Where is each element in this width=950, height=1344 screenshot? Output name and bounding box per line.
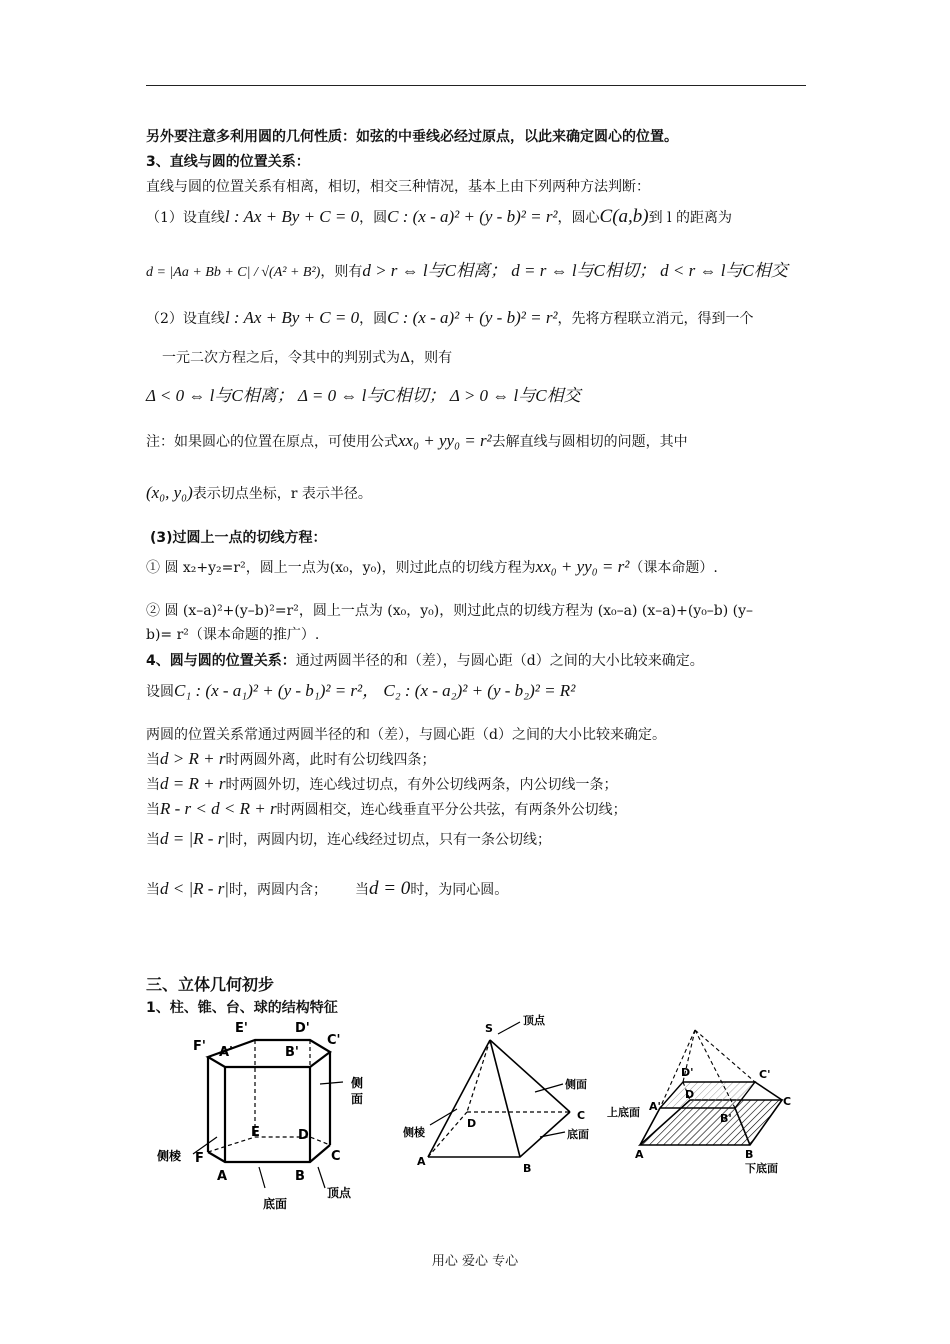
tangent-2-line1: ② 圆 (x–a)²+(y–b)²=r²，圆上一点为 (x₀，y₀)，则过此点的切线方程为 (x₀–a) (x–a)+(y₀–b) (y– <box>146 603 754 619</box>
fig1-label: E' <box>235 1021 248 1036</box>
fig3-label: D' <box>681 1066 694 1079</box>
paragraph-intro: 直线与圆的位置关系有相离，相切，相交三种情况，基本上由下列两种方法判断： <box>146 179 650 195</box>
fig1-label: B <box>295 1169 305 1184</box>
text: 时，为同心圆。 <box>410 882 509 898</box>
text: ，圆心 <box>557 210 600 226</box>
text: 注：如果圆心的位置在原点，可使用公式 <box>146 434 398 450</box>
fig3-label: C' <box>759 1068 771 1081</box>
text: 当 <box>354 882 369 898</box>
fig1-label: C <box>331 1149 341 1164</box>
relation-external-tangent <box>146 773 617 796</box>
fig3-label: B <box>745 1148 754 1161</box>
fig1-side-face: 面 <box>351 1092 364 1106</box>
fig2-base: 底面 <box>567 1128 589 1141</box>
tangent-formula: xx₀ + yy₀ = r² <box>535 557 630 576</box>
heading-circle-circle <box>146 652 704 670</box>
text: 当 <box>146 777 160 793</box>
fig2-label: C <box>577 1109 586 1122</box>
fig3-top-base: 上底面 <box>607 1106 640 1119</box>
relation-contain <box>146 876 508 903</box>
fig1-label: F <box>195 1151 204 1166</box>
fig2-side-edge: 侧棱 <box>403 1126 425 1139</box>
paragraph-circle-geometry: 另外要注意多利用圆的几何性质：如弦的中垂线必经过原点，以此来确定圆心的位置。 <box>146 129 678 145</box>
fig1-label: D <box>298 1128 309 1143</box>
fig1-label: F' <box>193 1039 206 1054</box>
fig2-label: D <box>467 1117 477 1130</box>
tangent-formula: xx₀ + yy₀ = r² <box>398 431 492 450</box>
fig1-label: A <box>217 1169 228 1184</box>
method-2-cont: 一元二次方程之后，令其中的判别式为Δ，则有 <box>162 350 453 366</box>
relation-discriminant: Δ < 0 ⇔ l与C相离； Δ = 0 ⇔ l与C相切； Δ > 0 ⇔ l与C相交 <box>146 386 581 405</box>
fig2-side-face: 侧面 <box>565 1078 587 1091</box>
fig1-label: C' <box>327 1033 341 1048</box>
text: 表示切点坐标，r 表示半径。 <box>192 486 372 502</box>
fig2-label: S <box>485 1022 493 1035</box>
text: （2）设直线 <box>146 311 225 327</box>
relation-intersect <box>146 798 627 821</box>
text: ① 圆 x₂+y₂=r²，圆上一点为(x₀，y₀)，则过此点的切线方程为 <box>146 560 536 576</box>
figure-pyramid <box>395 1012 610 1177</box>
note <box>146 428 688 455</box>
relation-separate <box>146 748 435 771</box>
distance-formula: d = |Aa + Bb + C| / √(A² + B²) <box>146 265 321 280</box>
header-rule <box>146 85 806 86</box>
circle-equation: C : (x - a)² + (y - b)² = r² <box>387 207 558 226</box>
fig1-label: E <box>251 1125 260 1140</box>
tangent-point: (x₀, y₀) <box>146 483 193 502</box>
text: （课本命题）. <box>629 560 718 576</box>
text: 通过两圆半径的和（差），与圆心距（d）之间的大小比较来确定。 <box>295 653 704 669</box>
page-footer: 用心 爱心 专心 <box>431 1254 519 1269</box>
relation-internal-tangent <box>146 826 551 853</box>
text: 当 <box>146 752 160 768</box>
circle-equation: C : (x - a)² + (y - b)² = r² <box>387 308 558 327</box>
heading: 4、圆与圆的位置关系： <box>146 653 296 669</box>
fig3-label: C <box>783 1095 792 1108</box>
text: 当 <box>146 882 160 898</box>
text: 去解直线与圆相切的问题，其中 <box>491 434 688 450</box>
fig2-label: B <box>523 1162 532 1175</box>
condition: d > R + r <box>160 749 226 768</box>
method-1 <box>146 204 732 231</box>
fig3-label: B' <box>720 1112 732 1125</box>
fig3-label: A <box>635 1148 644 1161</box>
text: ，圆 <box>359 210 388 226</box>
method-1-distance <box>146 258 788 286</box>
tangent-2-line2: b)= r²（课本命题的推广）. <box>146 627 320 643</box>
relation-distance: d > r ⇔ l与C相离； d = r ⇔ l与C相切； d < r ⇔ l与C相交 <box>362 261 788 280</box>
tangent-1 <box>146 554 718 581</box>
fig1-label: D' <box>295 1021 310 1036</box>
condition: R - r < d < R + r <box>160 799 277 818</box>
fig3-label: A' <box>649 1100 661 1113</box>
heading-tangent-line: (3)过圆上一点的切线方程： <box>150 530 327 546</box>
text: 时两圆外切，连心线过切点，有外公切线两条，内公切线一条； <box>225 777 618 793</box>
figure-hexagonal-prism <box>155 1012 385 1217</box>
line-equation: l : Ax + By + C = 0 <box>224 207 360 226</box>
text: 时两圆外离，此时有公切线四条； <box>225 752 436 768</box>
circle-center: C(a,b) <box>599 206 649 227</box>
text: 设圆 <box>146 684 174 700</box>
section-title: 三、立体几何初步 <box>146 975 275 994</box>
figure-frustum <box>605 1012 820 1177</box>
text: ，则有 <box>320 264 363 280</box>
condition: d = |R - r| <box>160 829 229 848</box>
condition: d < |R - r| <box>160 879 229 898</box>
text: ，圆 <box>359 311 388 327</box>
circle-definitions <box>146 678 575 705</box>
condition: d = 0 <box>368 878 411 899</box>
fig3-label: D <box>685 1088 695 1101</box>
fig2-vertex: 顶点 <box>523 1014 545 1027</box>
heading-line-circle: 3、直线与圆的位置关系： <box>146 154 310 170</box>
text: 时两圆相交，连心线垂直平分公共弦，有两条外公切线； <box>276 802 627 818</box>
fig3-bottom-base: 下底面 <box>745 1162 778 1175</box>
text: 当 <box>146 802 160 818</box>
fig1-label: A' <box>219 1045 234 1060</box>
fig1-side-edge: 侧棱 <box>157 1149 182 1163</box>
text: 时，两圆内切，连心线经过切点，只有一条公切线； <box>228 832 551 848</box>
line-equation: l : Ax + By + C = 0 <box>224 308 360 327</box>
text: 当 <box>146 832 160 848</box>
fig1-vertex: 顶点 <box>327 1186 352 1200</box>
fig1-side-face: 侧 <box>351 1076 364 1090</box>
note-2 <box>146 480 372 507</box>
paragraph-circle-relation: 两圆的位置关系常通过两圆半径的和（差），与圆心距（d）之间的大小比较来确定。 <box>146 727 666 743</box>
text: ，先将方程联立消元，得到一个 <box>557 311 754 327</box>
circle-equations: C₁ : (x - a₁)² + (y - b₁)² = r²， C₂ : (x - a₂)² + (y - b₂)² = R² <box>174 681 576 700</box>
subsection-title: 1、柱、锥、台、球的结构特征 <box>146 1000 338 1016</box>
fig1-base: 底面 <box>263 1197 288 1211</box>
text: 到 l 的距离为 <box>648 210 733 226</box>
method-2 <box>146 305 754 332</box>
text: 时，两圆内含； <box>228 882 327 898</box>
condition: d = R + r <box>160 774 226 793</box>
fig2-label: A <box>417 1155 426 1168</box>
text: （1）设直线 <box>146 210 225 226</box>
fig1-label: B' <box>285 1045 299 1060</box>
